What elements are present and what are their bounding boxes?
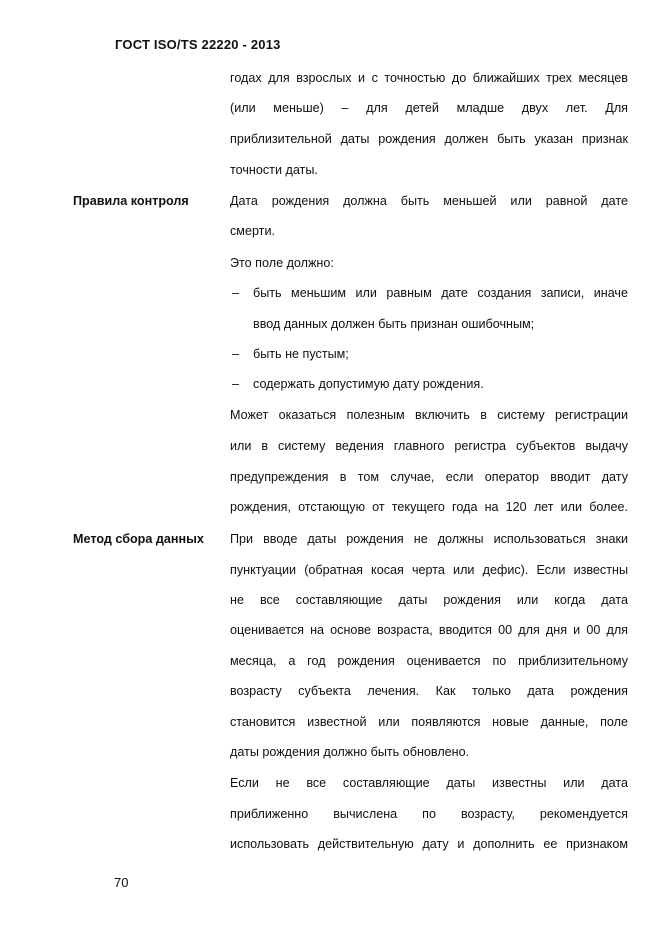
body-line: приблизительной даты рождения должен быть указан признак [230,132,628,146]
body-line: не все составляющие даты рождения или когда дата [230,593,628,607]
body-line: Дата рождения должна быть меньшей или равной дате [230,194,628,208]
list-dash: – [232,286,240,300]
body-line: месяца, а год рождения оценивается по приблизительному [230,654,628,668]
body-line: приближенно вычислена по возрасту, рекомендуется [230,807,628,821]
body-line: Если не все составляющие даты известны или дата [230,776,628,790]
body-line: Может оказаться полезным включить в систему регистрации [230,408,628,422]
body-line: использовать действительную дату и дополнить ее признаком [230,837,628,851]
list-item-line: содержать допустимую дату рождения. [253,377,484,391]
list-dash: – [232,347,240,361]
list-item-line: быть не пустым; [253,347,349,361]
body-line: рождения, отстающую от текущего года на 120 лет или более. [230,500,628,514]
list-dash: – [232,377,240,391]
body-line: точности даты. [230,163,318,177]
page-number: 70 [114,875,129,890]
body-line: При вводе даты рождения не должны использоваться знаки [230,532,628,546]
list-intro: Это поле должно: [230,256,334,270]
term-control-rules: Правила контроля [73,194,189,208]
document-header: ГОСТ ISO/TS 22220 - 2013 [115,37,281,52]
term-collection-method: Метод сбора данных [73,532,204,546]
body-line: смерти. [230,224,275,238]
list-item-line: быть меньшим или равным дате создания записи, иначе [253,286,628,300]
body-line: оценивается на основе возраста, вводится 00 для дня и 00 для [230,623,628,637]
body-line: предупреждения в том случае, если оператор вводит дату [230,470,628,484]
body-line: становится известной или появляются новые данные, поле [230,715,628,729]
body-line: годах для взрослых и с точностью до ближайших трех месяцев [230,71,628,85]
body-line: возрасту субъекта лечения. Как только дата рождения [230,684,628,698]
list-item-line: ввод данных должен быть признан ошибочным; [253,317,535,331]
body-line: пунктуации (обратная косая черта или дефис). Если известны [230,563,628,577]
body-line: даты рождения должно быть обновлено. [230,745,470,759]
body-line: (или меньше) – для детей младше двух лет. Для [230,101,628,115]
body-line: или в систему ведения главного регистра субъектов выдачу [230,439,628,453]
